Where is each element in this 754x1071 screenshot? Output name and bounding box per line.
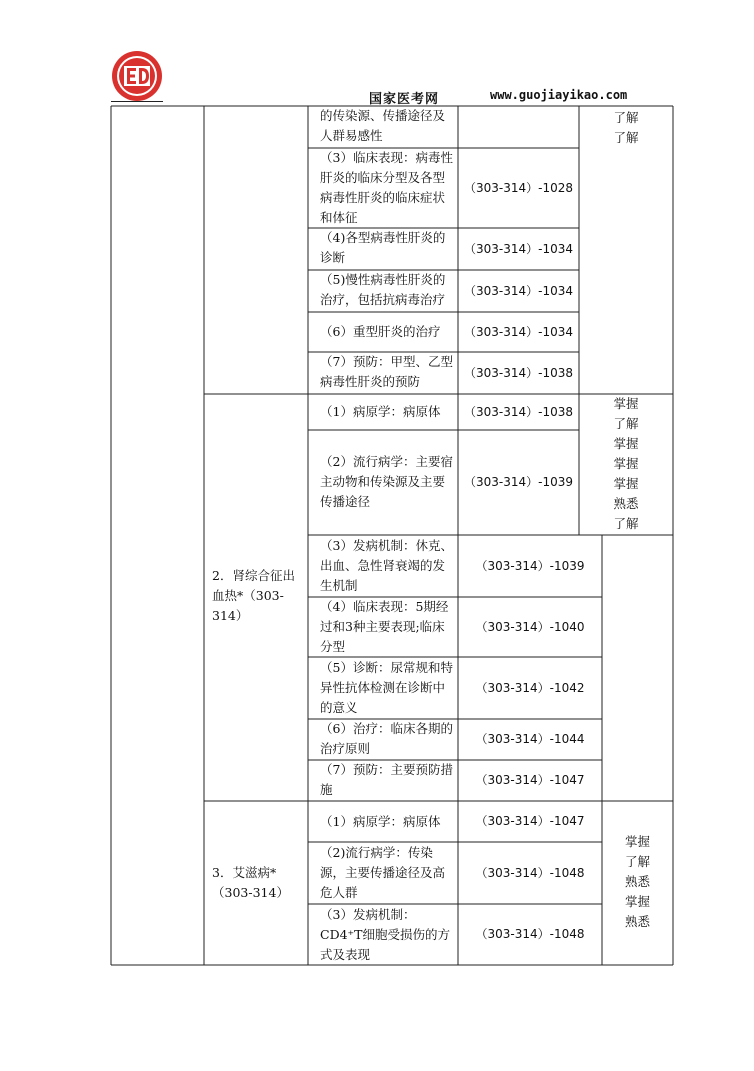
table-row-ref: （303-314）-1034 bbox=[463, 325, 573, 339]
table-row-ref: （303-314）-1042 bbox=[475, 681, 585, 695]
table-row-ref: （303-314）-1039 bbox=[463, 475, 573, 489]
table-row-ref: （303-314）-1040 bbox=[475, 620, 585, 634]
mastery-level: 掌握 bbox=[613, 476, 639, 491]
mastery-level: 掌握 bbox=[613, 456, 639, 471]
table-row-topic-text: （5)慢性病毒性肝炎的治疗，包括抗病毒治疗 bbox=[320, 272, 446, 307]
mastery-level: 熟悉 bbox=[613, 496, 639, 511]
table-row-ref: （303-314）-1038 bbox=[463, 366, 573, 380]
table-row-topic-text: （2）流行病学：主要宿主动物和传染源及主要传播途径 bbox=[320, 454, 453, 509]
mastery-level: 掌握 bbox=[613, 436, 639, 451]
mastery-level: 了解 bbox=[613, 516, 639, 531]
table-row-topic-text: （2)流行病学：传染源，主要传播途径及高危人群 bbox=[320, 845, 446, 900]
mastery-level-list bbox=[579, 394, 673, 534]
mastery-level: 了解 bbox=[624, 854, 650, 869]
table-row-topic-text: （4)各型病毒性肝炎的诊断 bbox=[320, 230, 446, 265]
table-row-topic-text: （7）预防：甲型、乙型病毒性肝炎的预防 bbox=[320, 354, 453, 389]
table-row-topic-text: （6）重型肝炎的治疗 bbox=[320, 324, 441, 339]
table-row-ref: （303-314）-1038 bbox=[463, 405, 573, 419]
table-row-topic-text: （3）发病机制：CD4⁺T细胞受损伤的方式及表现 bbox=[320, 907, 450, 962]
table-row-topic-text: （1）病原学：病原体 bbox=[320, 404, 441, 419]
table-row-ref: （303-314）-1028 bbox=[463, 181, 573, 195]
table-row-ref: （303-314）-1048 bbox=[475, 866, 585, 880]
table-row-ref bbox=[458, 106, 579, 148]
table-row-topic-text: 的传染源、传播途径及人群易感性 bbox=[320, 108, 446, 143]
table-row-topic-text: （1）病原学：病原体 bbox=[320, 814, 441, 829]
mastery-level: 熟悉 bbox=[624, 874, 650, 889]
table-row-ref: （303-314）-1039 bbox=[475, 559, 585, 573]
site-name: 国家医考网 bbox=[369, 92, 440, 107]
mastery-level: 掌握 bbox=[613, 396, 639, 411]
topic-label: 3．艾滋病*（303-314） bbox=[212, 865, 289, 900]
mastery-level-list bbox=[602, 832, 673, 932]
mastery-level-list bbox=[579, 106, 673, 148]
table-row-topic-text: （7）预防：主要预防措施 bbox=[320, 762, 453, 797]
mastery-level: 了解 bbox=[613, 110, 639, 125]
mastery-level: 掌握 bbox=[624, 834, 650, 849]
table-row-ref: （303-314）-1034 bbox=[463, 242, 573, 256]
table-row-ref: （303-314）-1044 bbox=[475, 732, 585, 746]
mastery-level: 了解 bbox=[613, 416, 639, 431]
topic-label: 2．肾综合征出血热*（303-314） bbox=[212, 568, 295, 623]
table-row-topic-text: （3）发病机制：休克、出血、急性肾衰竭的发生机制 bbox=[320, 538, 453, 593]
table-row-ref: （303-314）-1034 bbox=[463, 284, 573, 298]
table-row-ref: （303-314）-1047 bbox=[475, 814, 585, 828]
mastery-level: 掌握 bbox=[624, 894, 650, 909]
mastery-level: 熟悉 bbox=[624, 914, 650, 929]
table-row-ref: （303-314）-1047 bbox=[475, 773, 585, 787]
site-url: www.guojiayikao.com bbox=[490, 88, 628, 102]
mastery-level: 了解 bbox=[613, 130, 639, 145]
table-row-ref: （303-314）-1048 bbox=[475, 927, 585, 941]
table-row-topic-text: （4）临床表现：5期经过和3种主要表现;临床分型 bbox=[320, 599, 449, 654]
table-row-topic-text: （3）临床表现：病毒性肝炎的临床分型及各型病毒性肝炎的临床症状和体征 bbox=[320, 150, 453, 225]
table-row-topic-text: （6）治疗：临床各期的治疗原则 bbox=[320, 721, 453, 756]
table-row-topic-text: （5）诊断：尿常规和特异性抗体检测在诊断中的意义 bbox=[320, 660, 453, 715]
